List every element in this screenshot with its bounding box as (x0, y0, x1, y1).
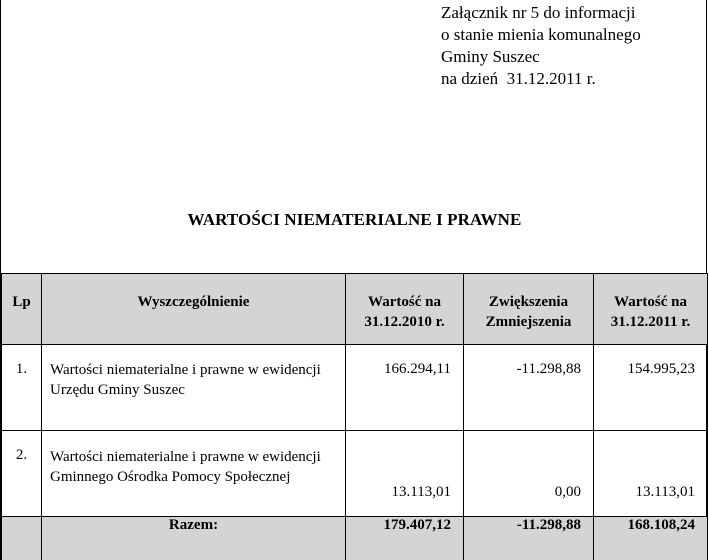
row-description-line1: Wartości niematerialne i prawne w ewidencji (50, 449, 321, 465)
attachment-note-line: Załącznik nr 5 do informacji (441, 3, 636, 22)
header-value-2011 (594, 274, 708, 345)
row-lp: 2. (2, 431, 42, 517)
header-value-2011-line1: Wartość na (614, 294, 687, 310)
total-label: Razem: (42, 517, 346, 560)
header-change-line1: Zwiększenia (488, 294, 569, 310)
table-header-row (2, 274, 708, 345)
total-value-2011: 168.108,24 (594, 517, 708, 560)
header-value-2010-line1: Wartość na (368, 294, 441, 310)
header-change-line2: Zmniejszenia (485, 314, 572, 330)
row-value-2010: 13.113,01 (346, 431, 464, 517)
row-value-2011: 154.995,23 (594, 345, 708, 431)
total-lp-empty (2, 517, 42, 560)
assets-table (1, 273, 708, 560)
document-title: WARTOŚCI NIEMATERIALNE I PRAWNE (187, 210, 522, 229)
row-change: -11.298,88 (464, 345, 594, 431)
table-total-row (2, 517, 708, 560)
total-change: -11.298,88 (464, 517, 594, 560)
row-description-line2: Gminnego Ośrodka Pomocy Społecznej (50, 469, 291, 485)
total-value-2010: 179.407,12 (346, 517, 464, 560)
header-value-2010 (346, 274, 464, 345)
row-description-line2: Urzędu Gminy Suszec (50, 382, 185, 398)
row-description (42, 345, 346, 431)
table-row (2, 345, 708, 431)
header-description (42, 274, 346, 345)
header-change (464, 274, 594, 345)
table-row (2, 431, 708, 517)
attachment-note-line: na dzień 31.12.2011 r. (441, 69, 596, 88)
attachment-note-line: o stanie mienia komunalnego (441, 25, 641, 44)
attachment-note (441, 2, 641, 90)
header-lp (2, 274, 42, 345)
header-description-label: Wyszczególnienie (137, 294, 250, 310)
row-change: 0,00 (464, 431, 594, 517)
row-description-line1: Wartości niematerialne i prawne w ewidencji (50, 362, 321, 378)
row-value-2011: 13.113,01 (594, 431, 708, 517)
header-value-2010-line2: 31.12.2010 r. (364, 314, 445, 330)
header-lp-label: Lp (12, 294, 31, 310)
row-description (42, 431, 346, 517)
attachment-note-line: Gminy Suszec (441, 47, 540, 66)
header-value-2011-line2: 31.12.2011 r. (610, 314, 691, 330)
row-value-2010: 166.294,11 (346, 345, 464, 431)
row-lp: 1. (2, 345, 42, 431)
